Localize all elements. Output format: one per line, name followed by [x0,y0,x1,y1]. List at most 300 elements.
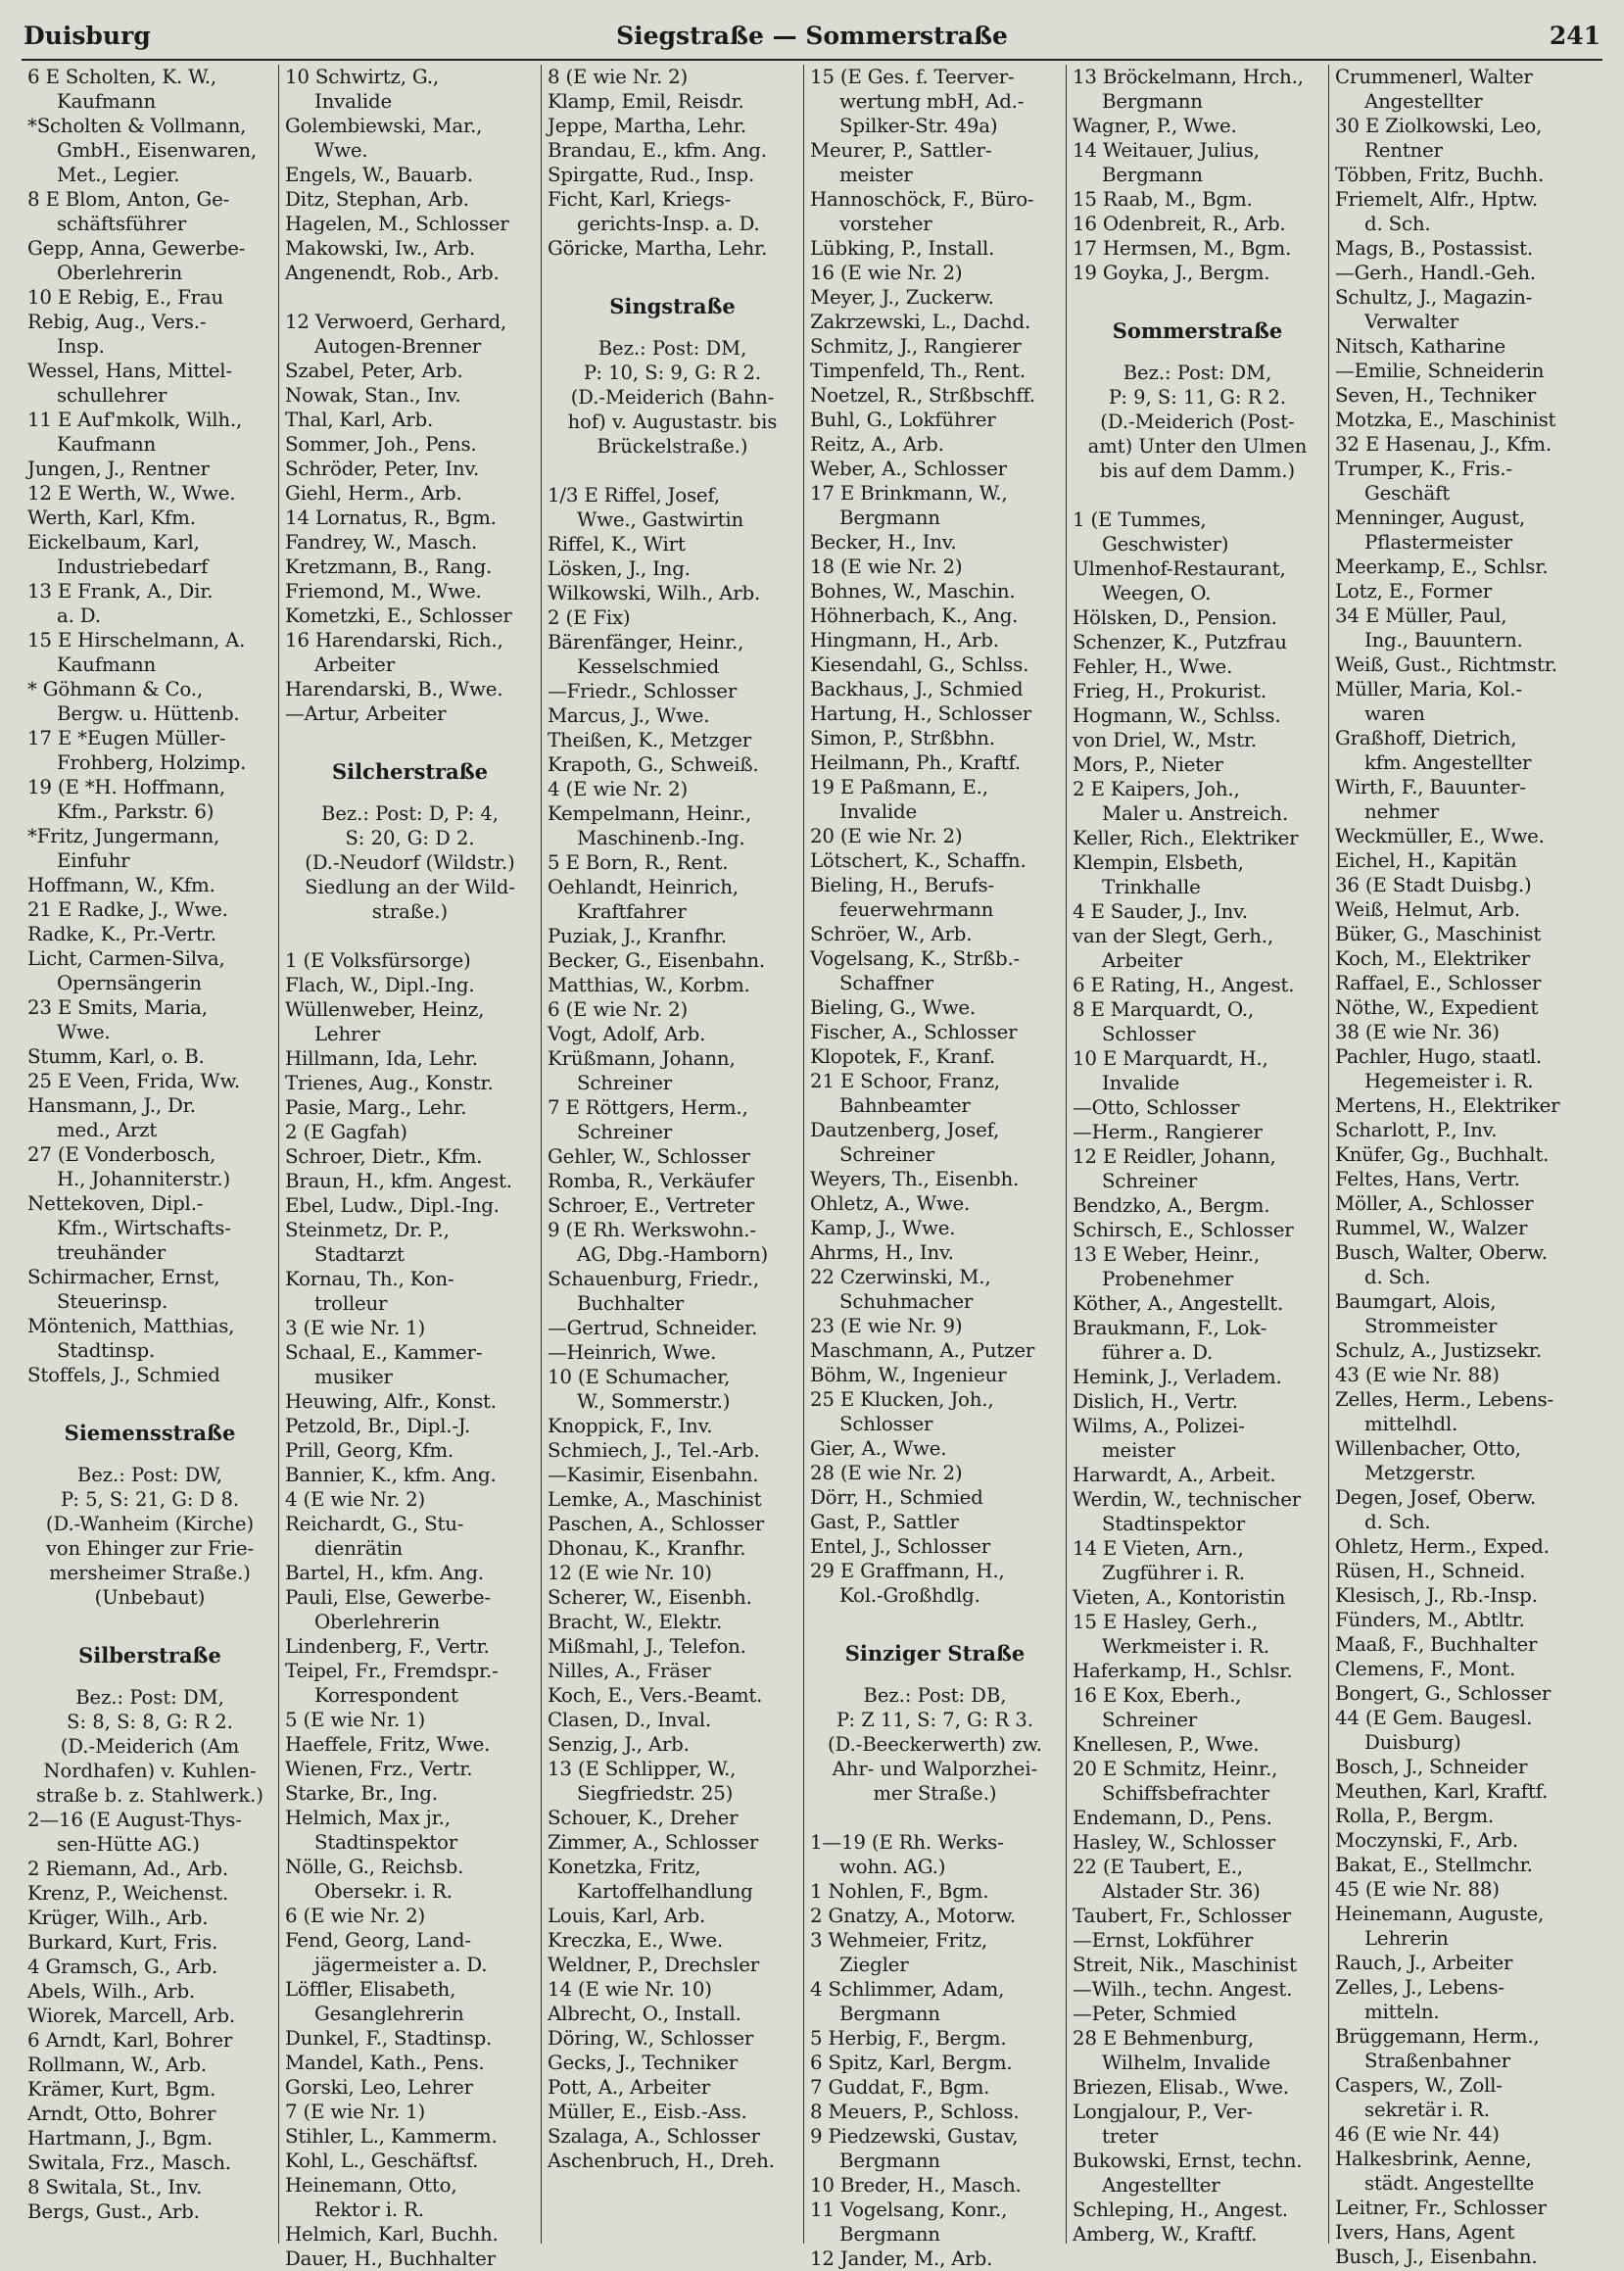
street-heading: Singstraße [609,294,736,318]
resident-entry: 6 (E wie Nr. 2) [285,1905,426,1927]
resident-entry: Hartung, H., Schlosser [810,702,1031,725]
entry-continuation: Kesselschmied [577,655,720,678]
resident-entry: Dunkel, F., Stadtinsp. [285,2027,493,2050]
resident-entry: Nitsch, Katharine [1335,335,1506,358]
entry-continuation: Wwe. [314,139,368,162]
resident-entry: Gecks, J., Techniker [548,2052,738,2074]
resident-entry: Schroer, Dietr., Kfm. [285,1145,483,1168]
resident-entry: Weldner, P., Drechsler [548,1954,759,1976]
resident-entry: Büker, G., Maschinist [1335,923,1542,945]
resident-entry: Marcus, J., Wwe. [548,704,710,727]
resident-entry: Pott, A., Arbeiter [548,2076,710,2099]
entry-continuation: Lehrerin [1364,1927,1449,1950]
entry-continuation: wohn. AG.) [839,1856,946,1878]
resident-entry: Paschen, A., Schlosser [548,1513,765,1535]
resident-entry: Gorski, Leo, Lehrer [285,2076,473,2099]
entry-continuation: waren [1364,702,1425,725]
entry-continuation: Hegemeister i. R. [1364,1070,1534,1092]
resident-entry: Feltes, Hans, Vertr. [1335,1168,1520,1190]
entry-continuation: Arbeiter [1102,949,1182,972]
street-heading: Sommerstraße [1112,318,1283,343]
resident-entry: 20 E Schmitz, Heinr., [1073,1758,1278,1780]
resident-entry: Hoffmann, W., Kfm. [27,874,215,896]
resident-entry: Haeffele, Fritz, Wwe. [285,1733,491,1756]
resident-entry: Arndt, Otto, Bohrer [27,2102,216,2125]
entry-continuation: Duisburg) [1364,1731,1461,1754]
resident-entry: 8 (E wie Nr. 2) [548,66,689,88]
resident-entry: 5 (E wie Nr. 1) [285,1709,426,1731]
resident-entry: 23 (E wie Nr. 9) [810,1315,963,1337]
street-info: straße b. z. Stahlwerk.) [36,1784,263,1807]
entry-continuation: Spilker-Str. 49a) [839,115,998,137]
resident-entry: 14 Lornatus, R., Bgm. [285,507,497,529]
resident-entry: Brüggemann, Herm., [1335,2025,1540,2048]
entry-continuation: Industriebedarf [57,556,209,578]
resident-entry: 9 Piedzewski, Gustav, [810,2125,1019,2148]
resident-entry: 2 Gnatzy, A., Motorw. [810,1905,1017,1927]
resident-entry: Eickelbaum, Karl, [27,531,200,554]
resident-entry: Rollmann, W., Arb. [27,2054,207,2076]
resident-entry: Krüger, Wilh., Arb. [27,1907,209,1929]
resident-entry: Pachler, Hugo, staatl. [1335,1045,1542,1068]
resident-entry: Graßhoff, Dietrich, [1335,727,1517,749]
entry-continuation: Steuerinsp. [57,1290,168,1313]
resident-entry: 16 Odenbreit, R., Arb. [1073,213,1286,235]
street-info: (Unbebaut) [94,1586,206,1609]
resident-entry: Zakrzewski, L., Dachd. [810,311,1031,333]
resident-entry: 11 Vogelsang, Konr., [810,2199,1008,2221]
entry-continuation: d. Sch. [1364,1266,1431,1288]
resident-entry: *Fritz, Jungermann, [27,825,220,847]
resident-entry: Crummenerl, Walter [1335,66,1533,88]
resident-entry: Weiß, Helmut, Arb. [1335,898,1520,921]
resident-entry: Simon, P., Strßbhn. [810,727,995,749]
resident-entry: Bergs, Gust., Arb. [27,2200,200,2223]
resident-entry: Ficht, Karl, Kriegs- [548,188,732,211]
resident-entry: Hölsken, D., Pension. [1073,606,1277,629]
resident-entry: 5 E Born, R., Rent. [548,851,729,874]
resident-entry: 12 E Werth, W., Wwe. [27,482,236,505]
entry-continuation: Schiffsbefrachter [1102,1782,1269,1805]
street-info: Bez.: Post: DM, [597,337,747,360]
entry-continuation: Kol.-Großhdlg. [839,1584,980,1607]
resident-entry: Bieling, H., Berufs- [810,874,994,896]
resident-entry: Harwardt, A., Arbeit. [1073,1464,1276,1486]
resident-entry: Mertens, H., Elektriker [1335,1094,1560,1117]
resident-entry: Timpenfeld, Th., Rent. [810,360,1026,382]
resident-entry: Busch, Walter, Oberw. [1335,1241,1548,1264]
entry-continuation: sekretär i. R. [1364,2099,1490,2121]
resident-entry: 6 (E wie Nr. 2) [548,998,689,1021]
entry-continuation: H., Johanniterstr.) [57,1168,230,1190]
resident-entry: 12 Verwoerd, Gerhard, [285,311,507,333]
resident-entry: Busch, J., Eisenbahn. [1335,2246,1538,2268]
resident-entry: Gepp, Anna, Gewerbe- [27,237,246,260]
resident-entry: von Driel, W., Mstr. [1073,729,1258,751]
entry-continuation: med., Arzt [57,1119,158,1141]
resident-entry: Rebig, Aug., Vers.- [27,311,207,333]
resident-entry: 12 Jander, M., Arb. [810,2247,993,2270]
resident-entry: Krüßmann, Johann, [548,1047,736,1070]
resident-entry: Bakat, E., Stellmchr. [1335,1854,1533,1876]
entry-continuation: Wwe., Gastwirtin [577,508,744,531]
resident-entry: —Artur, Arbeiter [285,702,447,725]
resident-entry: Kometzki, E., Schlosser [285,604,512,627]
resident-entry: Dhonau, K., Kranfhr. [548,1537,746,1560]
resident-entry: Kretzmann, B., Rang. [285,556,493,578]
resident-entry: 7 (E wie Nr. 1) [285,2101,426,2123]
resident-entry: 32 E Hasenau, J., Kfm. [1335,433,1552,456]
resident-entry: Knoppick, F., Inv. [548,1415,713,1437]
resident-entry: 15 Raab, M., Bgm. [1073,188,1253,211]
resident-entry: Halkesbrink, Aenne, [1335,2148,1532,2170]
resident-entry: Raffael, E., Schlosser [1335,972,1542,994]
resident-entry: 11 E Auf'mkolk, Wilh., [27,409,243,431]
entry-continuation: Bergmann [839,2150,940,2172]
entry-continuation: Korrespondent [314,1684,458,1707]
resident-entry: Kornau, Th., Kon- [285,1268,454,1290]
resident-entry: Friemelt, Alfr., Hptw. [1335,188,1538,211]
entry-continuation: Schreiner [839,1143,934,1166]
resident-entry: Briezen, Elisab., Wwe. [1073,2076,1289,2099]
street-info: Brückelstraße.) [597,435,748,458]
resident-entry: 30 E Ziolkowski, Leo, [1335,115,1543,137]
resident-entry: Knüfer, Gg., Buchhalt. [1335,1143,1550,1166]
resident-entry: Werth, Karl, Kfm. [27,507,196,529]
resident-entry: Schenzer, K., Putzfrau [1073,631,1287,653]
resident-entry: Scharlott, P., Inv. [1335,1119,1498,1141]
resident-entry: 13 E Weber, Heinr., [1073,1243,1260,1266]
resident-entry: Dautzenberg, Josef, [810,1119,1000,1141]
resident-entry: 15 (E Ges. f. Teerver- [810,66,1015,88]
resident-entry: Kohl, L., Geschäftsf. [285,2150,479,2172]
resident-entry: Lemke, A., Maschinist [548,1488,762,1511]
resident-entry: 7 E Röttgers, Herm., [548,1096,748,1119]
resident-entry: Baumgart, Alois, [1335,1290,1497,1313]
resident-entry: 6 Spitz, Karl, Bergm. [810,2052,1013,2074]
resident-entry: Fend, Georg, Land- [285,1929,471,1952]
resident-entry: Ahrms, H., Inv. [810,1241,954,1264]
resident-entry: Schultz, J., Magazin- [1335,286,1533,309]
resident-entry: *Scholten & Vollmann, [27,115,247,137]
entry-continuation: Schlosser [1102,1023,1196,1045]
resident-entry: Bosch, J., Schneider [1335,1756,1528,1778]
street-info: P: 9, S: 11, G: R 2. [1108,386,1287,409]
resident-entry: Rummel, W., Walzer [1335,1217,1528,1239]
resident-entry: Szalaga, A., Schlosser [548,2125,760,2148]
entry-continuation: Strommeister [1364,1315,1498,1337]
resident-entry: Klesisch, J., Rb.-Insp. [1335,1584,1538,1607]
resident-entry: Ditz, Stephan, Arb. [285,188,469,211]
resident-entry: Wilms, A., Polizei- [1073,1415,1245,1437]
street-info: hof) v. Augustastr. bis [567,411,778,433]
entry-continuation: meister [1102,1439,1175,1462]
resident-entry: Gier, A., Wwe. [810,1437,947,1460]
resident-entry: Hogmann, W., Schlss. [1073,704,1281,727]
resident-entry: Ebel, Ludw., Dipl.-Ing. [285,1194,500,1217]
resident-entry: 21 E Schoor, Franz, [810,1070,1000,1092]
entry-continuation: jägermeister a. D. [314,1954,488,1976]
entry-continuation: GmbH., Eisenwaren, [57,139,258,162]
entry-continuation: Arbeiter [314,653,395,676]
resident-entry: 6 E Rating, H., Angest. [1073,974,1295,996]
resident-entry: Clemens, F., Mont. [1335,1658,1516,1680]
resident-entry: Többen, Fritz, Buchh. [1335,164,1545,186]
entry-continuation: Verwalter [1364,311,1458,333]
resident-entry: Dauer, H., Buchhalter [285,2247,496,2270]
entry-continuation: Rektor i. R. [314,2199,424,2221]
street-info: (D.-Beeckerwerth) zw. [828,1733,1042,1756]
resident-entry: Trienes, Aug., Konstr. [285,1072,494,1094]
street-info: von Ehinger zur Frie- [45,1537,255,1560]
resident-entry: 16 Harendarski, Rich., [285,629,503,652]
resident-entry: Aschenbruch, H., Dreh. [548,2150,775,2172]
resident-entry: Hemink, J., Verladem. [1073,1366,1282,1388]
resident-entry: —Ernst, Lokführer [1073,1929,1254,1952]
resident-entry: Meerkamp, E., Schlsr. [1335,556,1549,578]
entry-continuation: Straßenbahner [1364,2050,1510,2072]
resident-entry: 9 (E Rh. Werkswohn.- [548,1219,756,1241]
resident-entry: Gehler, W., Schlosser [548,1145,750,1168]
resident-entry: Döring, W., Schlosser [548,2027,754,2050]
spacer [810,1806,1060,1830]
entry-continuation: Bergw. u. Hüttenb. [57,702,240,725]
resident-entry: Gast, P., Sattler [810,1511,959,1533]
entry-continuation: W., Sommerstr.) [577,1390,731,1413]
entry-continuation: Stadtinspektor [314,1831,457,1854]
resident-entry: 14 E Vieten, Arn., [1073,1537,1244,1560]
entry-continuation: Kaufmann [57,433,157,456]
resident-entry: Krapoth, G., Schweiß. [548,753,759,776]
entry-continuation: Autogen-Brenner [314,335,482,358]
entry-continuation: Schuhmacher [839,1290,974,1313]
resident-entry: 8 Switala, St., Inv. [27,2176,203,2199]
entry-continuation: Schaffner [839,972,933,994]
resident-entry: Romba, R., Verkäufer [548,1170,754,1192]
resident-entry: Helmich, Max jr., [285,1807,451,1829]
resident-entry: Streit, Nik., Maschinist [1073,1954,1297,1976]
resident-entry: Leitner, Fr., Schlosser [1335,2197,1547,2219]
resident-entry: Becker, H., Inv. [810,531,957,554]
resident-entry: Buhl, G., Lokführer [810,409,996,431]
resident-entry: Hingmann, H., Arb. [810,629,999,652]
resident-entry: 10 E Marquardt, H., [1073,1047,1268,1070]
resident-entry: 15 E Hirschelmann, A. [27,629,246,652]
entry-continuation: d. Sch. [1364,1511,1431,1533]
resident-entry: Zimmer, A., Schlosser [548,1831,759,1854]
resident-entry: Fehler, H., Wwe. [1073,655,1233,678]
entry-continuation: wertung mbH, Ad.- [839,90,1025,113]
entry-continuation: kfm. Angestellter [1364,751,1532,774]
resident-entry: 12 E Reidler, Johann, [1073,1145,1276,1168]
street-info: (D.-Wanheim (Kirche) [45,1513,255,1535]
resident-entry: 8 Meuers, P., Schloss. [810,2101,1020,2123]
resident-entry: 27 (E Vonderbosch, [27,1143,216,1166]
resident-entry: —Wilh., techn. Angest. [1073,1978,1293,2001]
resident-entry: Lötschert, K., Schaffn. [810,849,1027,872]
entry-continuation: Siegfriedstr. 25) [577,1782,734,1805]
entry-continuation: Werkmeister i. R. [1102,1635,1269,1658]
entry-continuation: Kfm., Parkstr. 6) [57,800,215,823]
entry-continuation: musiker [314,1366,393,1388]
resident-entry: Bohnes, W., Maschin. [810,580,1016,603]
resident-entry: Klempin, Elsbeth, [1073,851,1244,874]
resident-entry: Vogelsang, K., Strßb.- [810,947,1021,970]
resident-entry: Schauenburg, Friedr., [548,1268,759,1290]
resident-entry: —Friedr., Schlosser [548,680,738,702]
resident-entry: Moczynski, F., Arb. [1335,1829,1519,1852]
resident-entry: 1 (E Volksfürsorge) [285,949,471,972]
resident-entry: Engels, W., Bauarb. [285,164,473,186]
street-info: (D.-Neudorf (Wildstr.) [305,851,515,874]
entry-continuation: Schreiner [1102,1170,1197,1192]
entry-continuation: mitteln. [1364,2001,1440,2023]
resident-entry: Heilmann, Ph., Kraftf. [810,751,1021,774]
resident-entry: Stihler, L., Kammerm. [285,2125,498,2148]
entry-continuation: Bahnbeamter [839,1094,971,1117]
entry-continuation: städt. Angestellte [1364,2172,1534,2195]
resident-entry: Hillmann, Ida, Lehr. [285,1047,478,1070]
resident-entry: Hansmann, J., Dr. [27,1094,196,1117]
resident-entry: Makowski, Iw., Arb. [285,237,476,260]
resident-entry: 3 Wehmeier, Fritz, [810,1929,987,1952]
resident-entry: Caspers, W., Zoll- [1335,2074,1503,2097]
resident-entry: van der Slegt, Gerh., [1073,925,1273,947]
entry-continuation: Stadtarzt [314,1243,405,1266]
resident-entry: Klopotek, F., Kranf. [810,1045,995,1068]
resident-entry: Puziak, J., Kranfhr. [548,925,727,947]
spacer [548,459,797,483]
resident-entry: 10 Breder, H., Masch. [810,2174,1022,2197]
resident-entry: Fischer, A., Schlosser [810,1021,1018,1043]
entry-continuation: Met., Legier. [57,164,180,186]
resident-entry: Weyers, Th., Eisenbh. [810,1168,1020,1190]
resident-entry: 16 E Kox, Eberh., [1073,1684,1242,1707]
resident-entry: Bendzko, A., Bergm. [1073,1194,1270,1217]
street-info: Bez.: Post: DM, [75,1686,224,1709]
resident-entry: Klamp, Emil, Reisdr. [548,90,744,113]
entry-continuation: Kaufmann [57,90,157,113]
resident-entry: 3 (E wie Nr. 1) [285,1317,426,1339]
resident-entry: 15 E Hasley, Gerh., [1073,1611,1259,1633]
entry-continuation: treuhänder [57,1241,166,1264]
resident-entry: 6 E Scholten, K. W., [27,66,216,88]
resident-entry: Wilkowski, Wilh., Arb. [548,582,761,604]
resident-entry: 4 (E wie Nr. 2) [548,778,689,800]
resident-entry: Angenendt, Rob., Arb. [285,262,500,284]
resident-entry: Mandel, Kath., Pens. [285,2052,485,2074]
resident-entry: 1—19 (E Rh. Werks- [810,1831,1004,1854]
column-4 [803,65,1066,2270]
resident-entry: 2—16 (E August-Thys- [27,1809,242,1831]
resident-entry: 19 E Paßmann, E., [810,776,988,798]
page-number: 241 [1549,22,1600,50]
resident-entry: 44 (E Gem. Baugesl. [1335,1707,1533,1729]
resident-entry: Vieten, A., Kontoristin [1073,1586,1286,1609]
entry-continuation: Trinkhalle [1102,876,1201,898]
entry-continuation: Invalide [314,90,392,113]
entry-continuation: Insp. [57,335,105,358]
resident-entry: Schulz, A., Justizsekr. [1335,1339,1542,1362]
resident-entry: Maschmann, A., Putzer [810,1339,1035,1362]
resident-entry: 23 E Smits, Maria, [27,996,208,1019]
entry-continuation: Weegen, O. [1102,582,1212,604]
resident-entry: Mißmahl, J., Telefon. [548,1635,746,1658]
resident-entry: —Gerh., Handl.-Geh. [1335,262,1536,284]
resident-entry: Menninger, August, [1335,507,1525,529]
entry-continuation: AG, Dbg.-Hamborn) [577,1243,769,1266]
resident-entry: 4 (E wie Nr. 2) [285,1488,426,1511]
street-info: P: 10, S: 9, G: R 2. [583,362,762,384]
resident-entry: Werdin, W., technischer [1073,1488,1301,1511]
resident-entry: 22 (E Taubert, E., [1073,1856,1243,1878]
resident-entry: Entel, J., Schlosser [810,1535,991,1558]
resident-entry: Pasie, Marg., Lehr. [285,1096,467,1119]
street-info: P: Z 11, S: 7, G: R 3. [836,1709,1033,1731]
resident-entry: Schmitz, J., Rangierer [810,335,1022,358]
resident-entry: Hartmann, J., Bgm. [27,2127,213,2150]
entry-continuation: schullehrer [57,384,167,407]
resident-entry: 6 Arndt, Karl, Bohrer [27,2029,233,2052]
entry-continuation: Geschäft [1364,482,1450,505]
resident-entry: Hasley, W., Schlosser [1073,1831,1275,1854]
resident-entry: Oehlandt, Heinrich, [548,876,739,898]
resident-entry: Hannoschöck, F., Büro- [810,188,1034,211]
resident-entry: Ivers, Hans, Agent [1335,2221,1515,2244]
street-info: Bez.: Post: D, P: 4, [321,802,499,825]
resident-entry: —Gertrud, Schneider. [548,1317,758,1339]
resident-entry: Meurer, P., Sattler- [810,139,992,162]
resident-entry: Lösken, J., Ing. [548,557,691,580]
resident-entry: Krenz, P., Weichenst. [27,1882,229,1905]
resident-entry: Bannier, K., kfm. Ang. [285,1464,497,1486]
resident-entry: Louis, Karl, Arb. [548,1905,706,1927]
entry-continuation: Schreiner [1102,1709,1197,1731]
resident-entry: Heinemann, Auguste, [1335,1903,1545,1925]
resident-entry: Fünders, M., Abtltr. [1335,1609,1525,1631]
resident-entry: 2 (E Fix) [548,606,631,629]
resident-entry: Braun, H., kfm. Angest. [285,1170,512,1192]
resident-entry: 29 E Graffmann, H., [810,1560,1005,1582]
resident-entry: Wiorek, Marcell, Arb. [27,2005,235,2027]
resident-entry: Albrecht, O., Install. [548,2003,741,2025]
resident-entry: Noetzel, R., Strßbschff. [810,384,1035,407]
resident-entry: Nöthe, W., Expedient [1335,996,1539,1019]
entry-continuation: Angestellter [1364,90,1483,113]
resident-entry: Nowak, Stan., Inv. [285,384,461,407]
resident-entry: Kamp, J., Wwe. [810,1217,956,1239]
resident-entry: Schouer, K., Dreher [548,1807,739,1829]
entry-continuation: Maler u. Anstreich. [1102,802,1289,825]
resident-entry: 17 E Brinkmann, W., [810,482,1008,505]
resident-entry: Trumper, K., Fris.- [1335,458,1512,480]
resident-entry: Kempelmann, Heinr., [548,802,752,825]
entry-continuation: Probenehmer [1102,1268,1233,1290]
resident-entry: 45 (E wie Nr. 88) [1335,1878,1500,1901]
resident-entry: Weber, A., Schlosser [810,458,1007,480]
resident-entry: Maaß, F., Buchhalter [1335,1633,1538,1656]
entry-continuation: Lehrer [314,1023,381,1045]
resident-entry: —Heinrich, Wwe. [548,1341,717,1364]
resident-entry: 4 E Sauder, J., Inv. [1073,900,1248,923]
resident-entry: Prill, Georg, Kfm. [285,1439,454,1462]
resident-entry: Krämer, Kurt, Bgm. [27,2078,216,2101]
resident-entry: Weckmüller, E., Wwe. [1335,825,1545,847]
resident-entry: Switala, Frz., Masch. [27,2151,231,2174]
street-heading: Siemensstraße [64,1421,236,1445]
entry-continuation: Kraftfahrer [577,900,687,923]
entry-continuation: Metzgerstr. [1364,1462,1476,1484]
